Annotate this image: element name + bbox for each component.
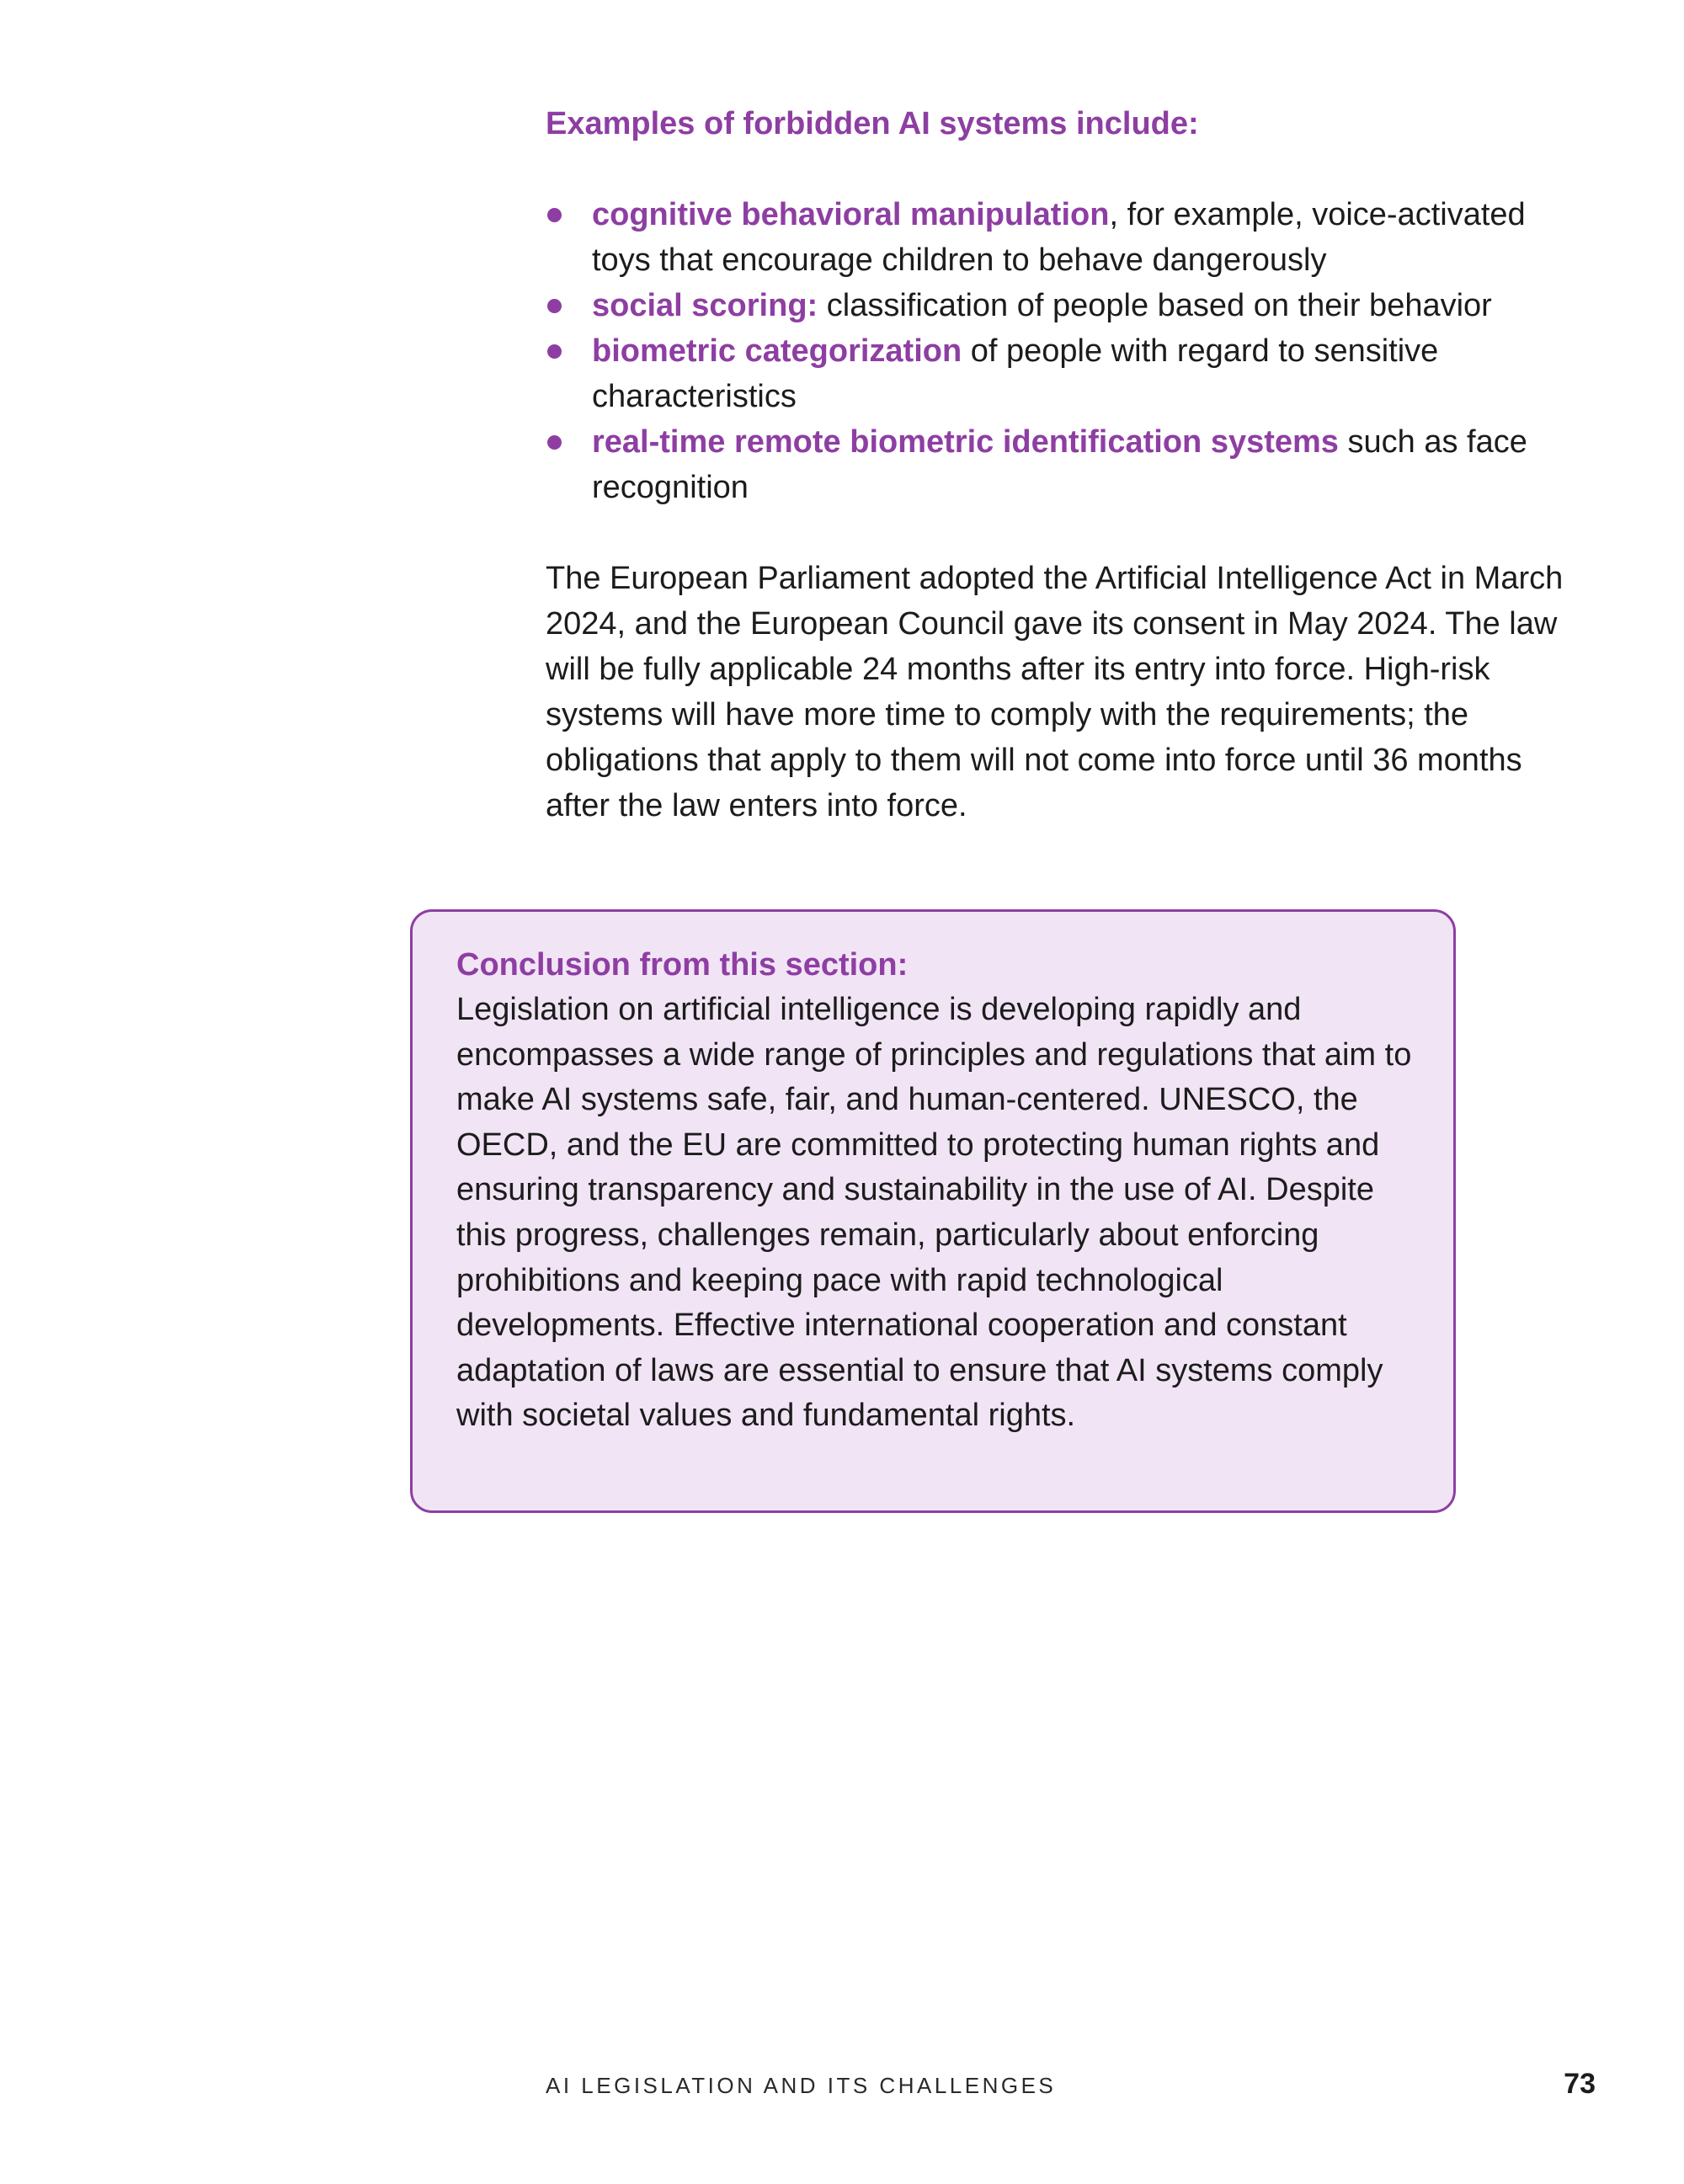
list-item-term: real-time remote biometric identification systems xyxy=(592,424,1339,460)
list-item-text: classification of people based on their behavior xyxy=(818,288,1492,323)
list-item-term: social scoring: xyxy=(592,288,818,323)
conclusion-box xyxy=(410,909,1456,1513)
list-item xyxy=(546,192,1581,283)
conclusion-text: Legislation on artificial intelligence is developing rapidly and encompasses a wide range of principles and regulations that aim to make AI systems safe, fair, and human-centered. UNESCO, the OECD, and the EU are committed to protecting human rights and ensuring transparency and sustainability in the use of AI. Despite this progress, challenges remain, particularly about enforcing prohibitions and keeping pace with rapid technological developments. Effective international cooperation and constant adaptation of laws are essential to ensure that AI systems comply with societal values and fundamental rights. xyxy=(456,992,1412,1434)
conclusion-title: Conclusion from this section: xyxy=(456,947,909,983)
page-number: 73 xyxy=(1564,2068,1596,2100)
list-item-term: cognitive behavioral manipulation xyxy=(592,197,1110,232)
list-item-text: , for example, voice-activated toys that encourage children to behave dangerously xyxy=(592,197,1526,278)
forbidden-ai-list xyxy=(546,192,1581,510)
bullet-icon xyxy=(547,344,562,359)
list-item xyxy=(546,283,1581,328)
bullet-icon xyxy=(547,208,562,222)
list-item-text: such as face recognition xyxy=(592,424,1527,505)
body-paragraph: The European Parliament adopted the Artificial Intelligence Act in March 2024, and the European Council gave its consent in May 2024. The law will be fully applicable 24 months after its entry into force. High-risk systems will have more time to comply with the requirements; the obligations that apply to them will not come into force until 36 months after the law enters into force. xyxy=(546,561,1564,823)
list-item xyxy=(546,328,1581,419)
list-item-text: of people with regard to sensitive characteristics xyxy=(592,333,1439,414)
bullet-icon xyxy=(547,299,562,313)
footer-title: AI LEGISLATION AND ITS CHALLENGES xyxy=(546,2073,1057,2098)
list-item xyxy=(546,419,1581,510)
bullet-icon xyxy=(547,435,562,450)
section-heading: Examples of forbidden AI systems include: xyxy=(546,106,1199,141)
list-item-term: biometric categorization xyxy=(592,333,962,369)
